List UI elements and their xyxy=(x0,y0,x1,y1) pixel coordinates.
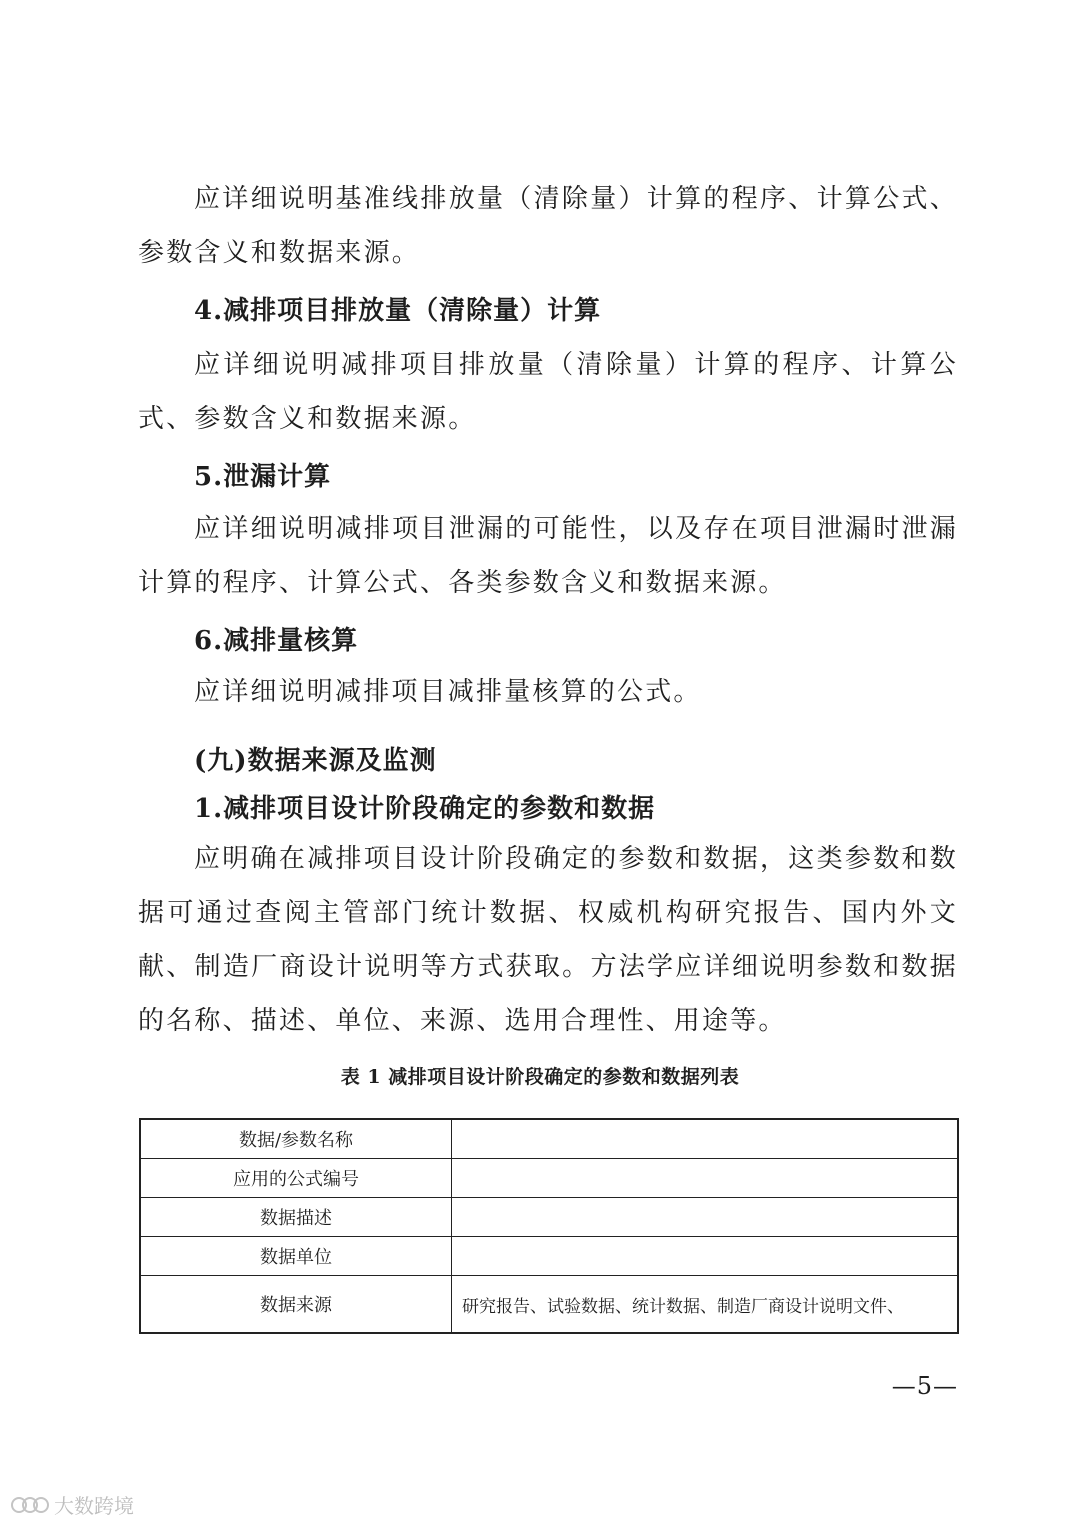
heading-project-emission: 4.减排项目排放量（清除量）计算 xyxy=(194,296,602,326)
table-row-value xyxy=(452,1198,959,1237)
page-number: —5— xyxy=(891,1372,958,1400)
table-row xyxy=(140,1237,958,1276)
section-heading-data-monitoring: (九)数据来源及监测 xyxy=(194,746,437,776)
watermark-text: 大数跨境 xyxy=(54,1494,134,1518)
table-row-value xyxy=(452,1237,959,1276)
table-row-label: 数据描述 xyxy=(140,1198,452,1237)
paragraph-project-emission: 应详细说明减排项目排放量（清除量）计算的程序、计算公式、参数含义和数据来源。 xyxy=(138,350,958,434)
watermark xyxy=(10,1490,134,1519)
table-caption: 表 1 减排项目设计阶段确定的参数和数据列表 xyxy=(340,1066,740,1088)
table-row-label: 数据/参数名称 xyxy=(140,1119,452,1159)
table-row-value: 研究报告、试验数据、统计数据、制造厂商设计说明文件、 xyxy=(452,1276,959,1334)
table-row-value xyxy=(452,1159,959,1198)
watermark-logo-icon xyxy=(10,1492,50,1518)
paragraph-leakage: 应详细说明减排项目泄漏的可能性，以及存在项目泄漏时泄漏计算的程序、计算公式、各类参数含义和数据来源。 xyxy=(138,514,958,598)
table-row xyxy=(140,1119,958,1159)
heading-design-parameters: 1.减排项目设计阶段确定的参数和数据 xyxy=(194,794,656,824)
table-row-label: 数据来源 xyxy=(140,1276,452,1334)
heading-leakage: 5.泄漏计算 xyxy=(194,462,332,492)
heading-reduction-accounting: 6.减排量核算 xyxy=(194,626,359,656)
table-row-label: 应用的公式编号 xyxy=(140,1159,452,1198)
paragraph-baseline-emission: 应详细说明基准线排放量（清除量）计算的程序、计算公式、参数含义和数据来源。 xyxy=(138,184,958,268)
parameter-table xyxy=(139,1118,959,1334)
table-row-value xyxy=(452,1119,959,1159)
paragraph-design-parameters: 应明确在减排项目设计阶段确定的参数和数据，这类参数和数据可通过查阅主管部门统计数据、权威机构研究报告、国内外文献、制造厂商设计说明等方式获取。方法学应详细说明参数和数据的名称、描述、单位、来源、选用合理性、用途等。 xyxy=(138,844,958,1036)
paragraph-reduction-accounting: 应详细说明减排项目减排量核算的公式。 xyxy=(194,677,702,707)
table-row xyxy=(140,1276,958,1334)
table-row xyxy=(140,1198,958,1237)
table-row xyxy=(140,1159,958,1198)
table-row-label: 数据单位 xyxy=(140,1237,452,1276)
